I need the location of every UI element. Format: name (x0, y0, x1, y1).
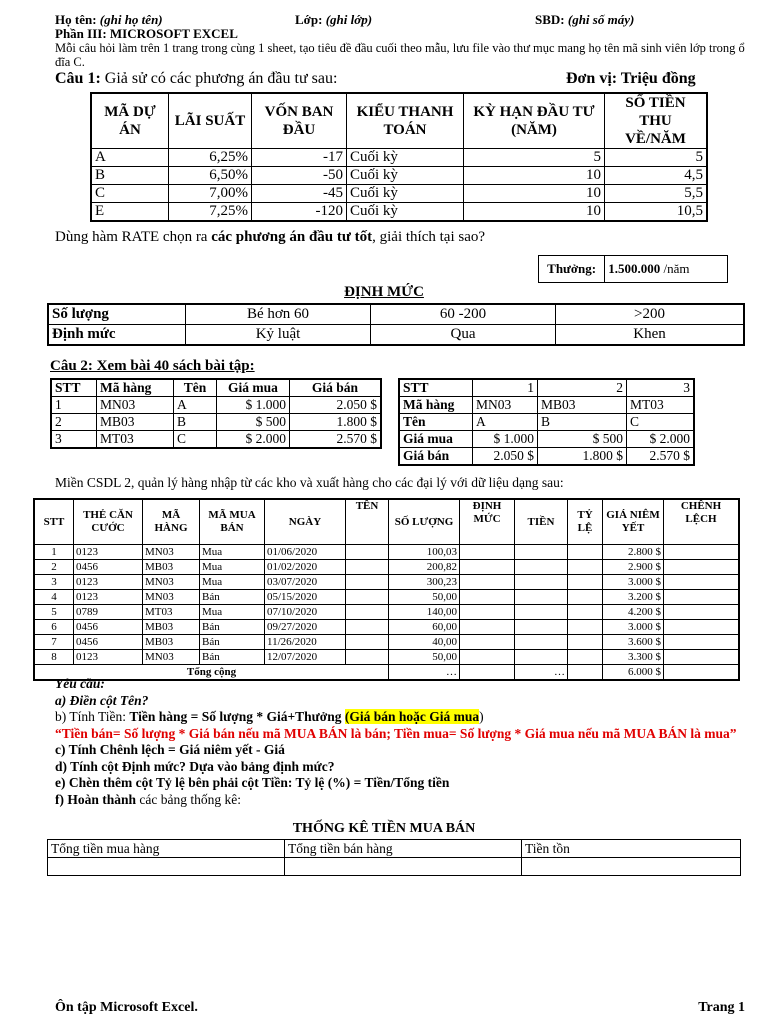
cell: STT (399, 379, 473, 397)
cell (515, 560, 568, 575)
csdl-text: Miền CSDL 2, quản lý hàng nhập từ các kho và xuất hàng cho các đại lý với dữ liệu dạng sau: (55, 475, 564, 490)
stats-table (47, 839, 741, 876)
cell (460, 650, 515, 665)
col-header: TỶ LỆ (568, 499, 603, 545)
req-e: e) Chèn thêm cột Tỷ lệ bên phải cột Tiền: Tỷ lệ (%) = Tiền/Tổng tiền (55, 775, 450, 790)
cell: Định mức (48, 325, 186, 346)
name-field (55, 12, 163, 28)
cell: -50 (252, 167, 347, 185)
req-a: a) Điền cột Tên? (55, 692, 149, 708)
transactions-body (34, 545, 739, 665)
transactions-table (33, 498, 740, 681)
cell: 3.000 $ (603, 575, 664, 590)
cell: 10 (464, 185, 605, 203)
cell (48, 858, 285, 876)
total-money: … (515, 665, 568, 681)
req-b-post: ) (479, 709, 484, 724)
cell (460, 590, 515, 605)
cell: 10 (464, 203, 605, 222)
cell (568, 560, 603, 575)
req-b (55, 709, 745, 726)
cell: Bán (200, 650, 265, 665)
cell: 2 (34, 560, 74, 575)
cell: 6 (34, 620, 74, 635)
req-f (55, 792, 745, 809)
table-row (34, 650, 739, 665)
table-row (48, 304, 744, 325)
cell (515, 545, 568, 560)
cell: C (627, 414, 695, 431)
col-header: TIỀN (515, 499, 568, 545)
cell (346, 575, 389, 590)
cell: A (91, 149, 169, 167)
col-header: NGÀY (265, 499, 346, 545)
cell: Tên (399, 414, 473, 431)
cell (568, 590, 603, 605)
cell: >200 (556, 304, 745, 325)
norm-table (47, 303, 745, 346)
requirements (55, 676, 745, 808)
cell: 5,5 (605, 185, 708, 203)
table-row (51, 397, 381, 414)
table-row (51, 431, 381, 449)
q1-text: Giả sử có các phương án đầu tư sau: (100, 70, 338, 87)
cell: 50,00 (389, 650, 460, 665)
req-c: c) Tính Chênh lệch = Giá niêm yết - Giá (55, 742, 285, 757)
cell: 09/27/2020 (265, 620, 346, 635)
cell: MN03 (143, 545, 200, 560)
cell (460, 560, 515, 575)
cell: 6,50% (169, 167, 252, 185)
cell: B (91, 167, 169, 185)
cell (460, 545, 515, 560)
cell: 10 (464, 167, 605, 185)
cell: Khen (556, 325, 745, 346)
sbd-field (535, 12, 634, 28)
cell: 12/07/2020 (265, 650, 346, 665)
cell (664, 650, 740, 665)
cell: 7 (34, 635, 74, 650)
cell (515, 605, 568, 620)
cell: 1 (34, 545, 74, 560)
cell: 0456 (74, 620, 143, 635)
cell: Bán (200, 590, 265, 605)
cell: $ 500 (538, 431, 627, 448)
col-header: LÃI SUẤT (169, 93, 252, 149)
class-hint: (ghi lớp) (325, 12, 373, 27)
part-title: Phần III: MICROSOFT EXCEL (55, 26, 238, 41)
req-b-pre: b) Tính Tiền: (55, 709, 130, 724)
cell: Tiền tồn (522, 840, 741, 858)
cell (664, 620, 740, 635)
cell (568, 635, 603, 650)
cell (346, 590, 389, 605)
product-table-transposed (398, 378, 695, 466)
table-row (399, 431, 694, 448)
cell: C (91, 185, 169, 203)
cell: 1.800 $ (538, 448, 627, 466)
cell: 0123 (74, 545, 143, 560)
cell: 2 (51, 414, 97, 431)
cell: 3 (627, 379, 695, 397)
cell (346, 545, 389, 560)
col-header: THẺ CĂN CƯỚC (74, 499, 143, 545)
cell (346, 605, 389, 620)
cell: 2.570 $ (290, 431, 382, 449)
col-header: Mã hàng (97, 379, 174, 397)
req-d: d) Tính cột Định mức? Dựa vào bảng định mức? (55, 758, 335, 774)
cell (346, 635, 389, 650)
cell: Mua (200, 545, 265, 560)
cell: B (538, 414, 627, 431)
cell: MB03 (143, 620, 200, 635)
cell: 01/06/2020 (265, 545, 346, 560)
cell: 3 (34, 575, 74, 590)
cell: Cuối kỳ (347, 185, 464, 203)
cell: 0789 (74, 605, 143, 620)
cell (515, 635, 568, 650)
cell: 0123 (74, 650, 143, 665)
table-header-row (51, 379, 381, 397)
cell: Bán (200, 635, 265, 650)
cell: 0456 (74, 560, 143, 575)
col-header: Tên (174, 379, 217, 397)
q1-question-post: , giải thích tại sao? (372, 229, 486, 245)
cell (664, 635, 740, 650)
cell: Mua (200, 560, 265, 575)
cell (515, 575, 568, 590)
cell: Mua (200, 575, 265, 590)
cell: 5 (34, 605, 74, 620)
total-label: Tổng cộng (34, 665, 389, 681)
table-row (91, 167, 707, 185)
cell: C (174, 431, 217, 449)
cell (515, 650, 568, 665)
col-header: SỐ LƯỢNG (389, 499, 460, 545)
cell: 4.200 $ (603, 605, 664, 620)
cell: 4 (34, 590, 74, 605)
cell: Cuối kỳ (347, 167, 464, 185)
cell: MT03 (627, 397, 695, 414)
cell: 6,25% (169, 149, 252, 167)
bonus-box (538, 255, 728, 283)
cell: Cuối kỳ (347, 149, 464, 167)
cell: 2.570 $ (627, 448, 695, 466)
cell (522, 858, 741, 876)
cell: 300,23 (389, 575, 460, 590)
col-header: GIÁ NIÊM YẾT (603, 499, 664, 545)
q1-unit: Đơn vị: Triệu đồng (566, 70, 696, 87)
col-header: Giá bán (290, 379, 382, 397)
cell: $ 2.000 (217, 431, 290, 449)
cell: Mua (200, 605, 265, 620)
cell: 60,00 (389, 620, 460, 635)
col-header: VỐN BAN ĐẦU (252, 93, 347, 149)
col-header: ĐỊNH MỨC (460, 499, 515, 545)
table-row (34, 635, 739, 650)
cell: 1 (473, 379, 538, 397)
cell: 140,00 (389, 605, 460, 620)
cell (664, 545, 740, 560)
col-header: STT (34, 499, 74, 545)
req-red-note: “Tiền bán= Số lượng * Giá bán nếu mã MUA BÁN là bán; Tiền mua= Số lượng * Giá mua nếu mã MUA BÁN là mua” (55, 725, 737, 741)
cell (346, 650, 389, 665)
sbd-label: SBD: (535, 12, 565, 27)
cell: 3.300 $ (603, 650, 664, 665)
cell: 2.050 $ (290, 397, 382, 414)
cell: Qua (371, 325, 556, 346)
col-header: MÃ HÀNG (143, 499, 200, 545)
cell (568, 620, 603, 635)
req-f-bold: f) Hoàn thành (55, 791, 137, 807)
bonus-unit: /năm (663, 261, 690, 276)
table-row (34, 605, 739, 620)
bonus-value-cell (605, 256, 728, 283)
cell: MN03 (143, 590, 200, 605)
req-f-post: các bảng thống kê: (136, 791, 241, 807)
cell: -45 (252, 185, 347, 203)
product-table (50, 378, 382, 449)
cell: MN03 (97, 397, 174, 414)
col-header: KỲ HẠN ĐẦU TƯ (NĂM) (464, 93, 605, 149)
cell (460, 575, 515, 590)
cell (568, 605, 603, 620)
cell: 0456 (74, 635, 143, 650)
cell: Cuối kỳ (347, 203, 464, 222)
col-header: MÃ DỰ ÁN (91, 93, 169, 149)
cell (568, 545, 603, 560)
cell: B (174, 414, 217, 431)
cell: 40,00 (389, 635, 460, 650)
q1-question (55, 229, 485, 246)
cell: 1.800 $ (290, 414, 382, 431)
cell: MB03 (97, 414, 174, 431)
cell: 11/26/2020 (265, 635, 346, 650)
col-header: SỐ TIỀN THU VỀ/NĂM (605, 93, 708, 149)
cell (460, 605, 515, 620)
table-row (34, 620, 739, 635)
col-header: KIỂU THANH TOÁN (347, 93, 464, 149)
cell (664, 605, 740, 620)
col-header: Giá mua (217, 379, 290, 397)
cell: 0123 (74, 590, 143, 605)
table-row (34, 590, 739, 605)
cell: 01/02/2020 (265, 560, 346, 575)
cell (664, 575, 740, 590)
class-label: Lớp: (295, 12, 323, 27)
cell: Mã hàng (399, 397, 473, 414)
stats-title: THỐNG KÊ TIỀN MUA BÁN (292, 821, 476, 836)
document-header (55, 12, 745, 69)
bonus-label: Thưởng: (539, 256, 605, 283)
table-row (399, 414, 694, 431)
cell: Giá mua (399, 431, 473, 448)
footer-left: Ôn tập Microsoft Excel. (55, 1000, 198, 1015)
cell (515, 620, 568, 635)
cell: $ 2.000 (627, 431, 695, 448)
cell: 2.900 $ (603, 560, 664, 575)
cell: 10,5 (605, 203, 708, 222)
cell: E (91, 203, 169, 222)
norm-title: ĐỊNH MỨC (344, 284, 424, 300)
cell (346, 560, 389, 575)
cell: 8 (34, 650, 74, 665)
col-header: TÊN (346, 499, 389, 545)
cell: A (174, 397, 217, 414)
table-row (34, 560, 739, 575)
q2-title: Câu 2: Xem bài 40 sách bài tập: (50, 358, 255, 374)
cell: 05/15/2020 (265, 590, 346, 605)
name-label: Họ tên: (55, 12, 97, 27)
cell: Giá bán (399, 448, 473, 466)
cell: -17 (252, 149, 347, 167)
cell: MN03 (473, 397, 538, 414)
table-row (91, 185, 707, 203)
cell (664, 560, 740, 575)
req-b-highlight: (Giá bán hoặc Giá mua (344, 709, 480, 724)
cell: 4,5 (605, 167, 708, 185)
cell: MN03 (143, 575, 200, 590)
cell: 2.050 $ (473, 448, 538, 466)
cell: 200,82 (389, 560, 460, 575)
cell (568, 650, 603, 665)
table-row (399, 448, 694, 466)
q1-question-bold: các phương án đầu tư tốt (211, 229, 373, 245)
class-field (295, 12, 372, 28)
cell: Bán (200, 620, 265, 635)
cell: $ 500 (217, 414, 290, 431)
cell: Số lượng (48, 304, 186, 325)
cell: 2.800 $ (603, 545, 664, 560)
cell: 3.000 $ (603, 620, 664, 635)
table-row (399, 397, 694, 414)
cell: 7,25% (169, 203, 252, 222)
cell: 50,00 (389, 590, 460, 605)
cell: 03/07/2020 (265, 575, 346, 590)
req-b-bold: Tiền hàng = Số lượng * Giá+Thưởng (129, 709, 345, 724)
cell: Tổng tiền mua hàng (48, 840, 285, 858)
cell: 5 (464, 149, 605, 167)
cell (664, 590, 740, 605)
cell: MT03 (97, 431, 174, 449)
total-price: 6.000 $ (603, 665, 664, 681)
page-footer (55, 1000, 745, 1016)
table-row (34, 575, 739, 590)
q1-title (55, 70, 337, 88)
req-title: Yêu cầu: (55, 676, 105, 691)
table-row (91, 149, 707, 167)
cell: $ 1.000 (217, 397, 290, 414)
q1-label: Câu 1: (55, 70, 101, 87)
table-row (91, 203, 707, 222)
cell (285, 858, 522, 876)
table-header-row (34, 499, 739, 545)
cell (568, 575, 603, 590)
cell: MN03 (143, 650, 200, 665)
table-row (48, 840, 741, 858)
table-row (34, 545, 739, 560)
cell: Bé hơn 60 (186, 304, 371, 325)
cell: Tổng tiền bán hàng (285, 840, 522, 858)
cell: A (473, 414, 538, 431)
name-hint: (ghi họ tên) (99, 12, 163, 27)
cell: MB03 (538, 397, 627, 414)
table-row (48, 858, 741, 876)
cell: 0123 (74, 575, 143, 590)
cell: MB03 (143, 560, 200, 575)
cell: -120 (252, 203, 347, 222)
total-qty: … (389, 665, 460, 681)
footer-right: Trang 1 (698, 1000, 745, 1015)
cell (460, 635, 515, 650)
cell (460, 620, 515, 635)
cell: 07/10/2020 (265, 605, 346, 620)
cell: MB03 (143, 635, 200, 650)
col-header: STT (51, 379, 97, 397)
instructions: Mỗi câu hỏi làm trên 1 trang trong cùng 1 sheet, tạo tiêu đề đầu cuối theo mẫu, lưu file vào thư mục mang họ tên mã sinh viên lớp trong ổ đĩa C. (55, 41, 745, 69)
bonus-value: 1.500.000 (608, 261, 661, 276)
cell: 1 (51, 397, 97, 414)
col-header: CHÊNH LỆCH (664, 499, 740, 545)
cell: 3.600 $ (603, 635, 664, 650)
cell: $ 1.000 (473, 431, 538, 448)
cell: 3.200 $ (603, 590, 664, 605)
cell: Kỷ luật (186, 325, 371, 346)
cell: 7,00% (169, 185, 252, 203)
cell: 60 -200 (371, 304, 556, 325)
cell: 100,03 (389, 545, 460, 560)
table-row (51, 414, 381, 431)
table-row (399, 379, 694, 397)
table-row (48, 325, 744, 346)
cell: 5 (605, 149, 708, 167)
cell (346, 620, 389, 635)
cell: 2 (538, 379, 627, 397)
q1-question-pre: Dùng hàm RATE chọn ra (55, 229, 212, 245)
cell: 3 (51, 431, 97, 449)
sbd-hint: (ghi số máy) (567, 12, 635, 27)
table-header-row (91, 93, 707, 149)
col-header: MÃ MUA BÁN (200, 499, 265, 545)
investment-table (90, 92, 708, 222)
cell: MT03 (143, 605, 200, 620)
cell (515, 590, 568, 605)
